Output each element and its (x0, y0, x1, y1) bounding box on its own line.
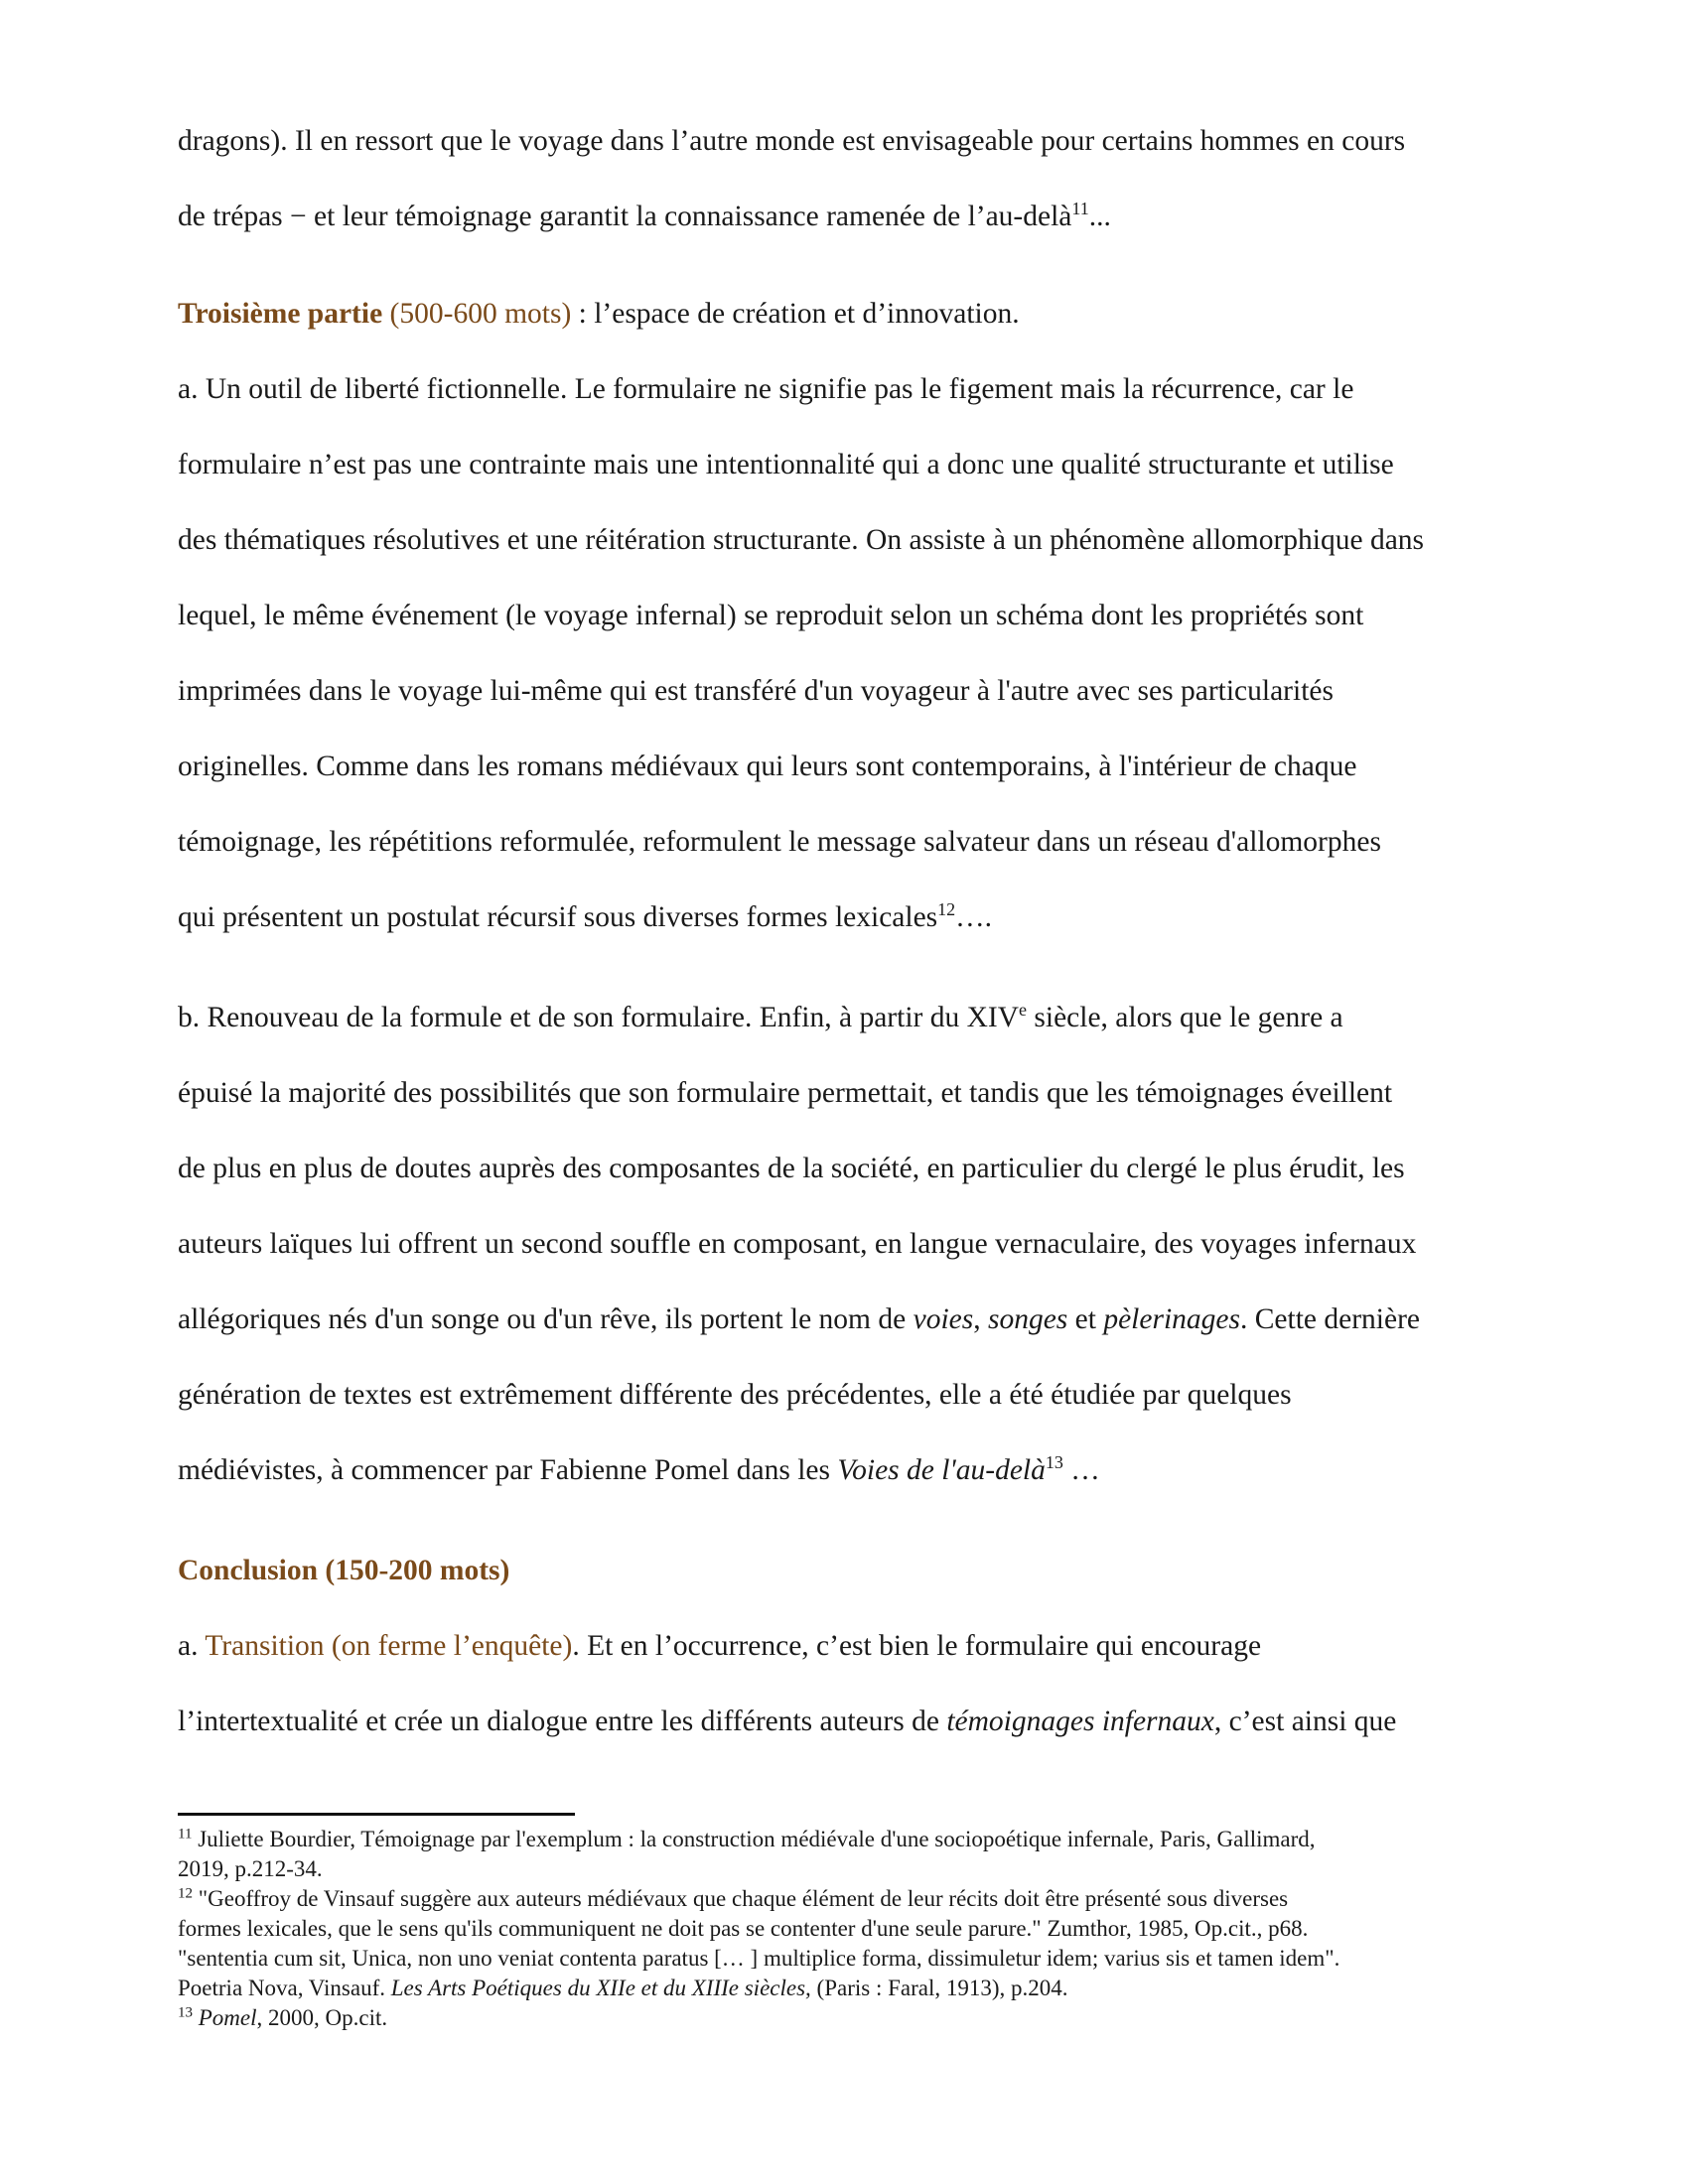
italic-term: voies (913, 1303, 974, 1335)
footnote-line (178, 1974, 1588, 2003)
text-line: lequel, le même événement (le voyage infernal) se reproduit selon un schéma dont les propriétés sont (178, 600, 1364, 631)
paragraph-b-part3 (178, 980, 1588, 1508)
footnote-13 (178, 2003, 1588, 2033)
heading-title: Conclusion (150-200 mots) (178, 1555, 510, 1586)
text-span: l’intertextualité et crée un dialogue entre les différents auteurs de (178, 1706, 947, 1737)
text-line: témoignage, les répétitions reformulée, reformulent le message salvateur dans un réseau d'allomorphes (178, 826, 1381, 858)
accent-span: Transition (on ferme l’enquête) (205, 1630, 573, 1662)
text-span: "Geoffroy de Vinsauf suggère aux auteurs médiévaux que chaque élément de leur récits doit être présenté sous diverses (193, 1886, 1289, 1911)
text-line: épuisé la majorité des possibilités que son formulaire permettait, et tandis que les témoignages éveillent (178, 1077, 1393, 1109)
text-line: a. Un outil de liberté fictionnelle. Le formulaire ne signifie pas le figement mais la récurrence, car le (178, 373, 1354, 405)
text-line: imprimées dans le voyage lui-même qui est transféré d'un voyageur à l'autre avec ses particularités (178, 675, 1334, 707)
text-span: et (1067, 1303, 1104, 1335)
footnote-line: formes lexicales, que le sens qu'ils communiquent ne doit pas se contenter d'une seule parure." Zumthor, 1985, Op.cit., p68. (178, 1916, 1309, 1941)
footnote-number: 11 (178, 1826, 193, 1843)
text-span: … (1062, 1454, 1100, 1486)
italic-term: songes (987, 1303, 1068, 1335)
paragraph-a-part3 (178, 351, 1588, 955)
text-span: médiévistes, à commencer par Fabienne Pomel dans les (178, 1454, 838, 1486)
text-line: génération de textes est extrêmement différente des précédentes, elle a été étudiée par quelques (178, 1379, 1292, 1411)
text-span: Poetria Nova, Vinsauf. (178, 1976, 391, 2000)
text-span: (Paris : Faral, 1913), p.204. (810, 1976, 1068, 2000)
section-heading-conclusion (178, 1533, 1588, 1608)
text-span: Juliette Bourdier, Témoignage par l'exemplum : la construction médiévale d'une sociopoétique infernale, Paris, Gallimard, (192, 1827, 1316, 1851)
italic-term: pèlerinages (1103, 1303, 1240, 1335)
text-line: originelles. Comme dans les romans médiévaux qui leurs sont contemporains, à l'intérieur de chaque (178, 751, 1357, 782)
footnote-ref[interactable]: 13 (1045, 1452, 1063, 1473)
footnote-ref[interactable]: 12 (937, 899, 956, 920)
text-line: formulaire n’est pas une contrainte mais une intentionnalité qui a donc une qualité structurante et utilise (178, 449, 1394, 480)
text-span: a. (178, 1630, 206, 1662)
italic-term: témoignages infernaux (946, 1706, 1214, 1737)
footnote-line: "sententia cum sit, Unica, non uno veniat contenta paratus [… ] multiplice forma, dissimuletur idem; varius sis et tamen idem". (178, 1946, 1340, 1971)
text-line: dragons). Il en ressort que le voyage dans l’autre monde est envisageable pour certains hommes en cours (178, 125, 1406, 157)
text-span: …. (955, 901, 993, 933)
footnote-line (178, 2003, 1588, 2033)
text-span: ... (1088, 201, 1111, 232)
heading-word-count: (500-600 mots) (382, 298, 572, 330)
text-line (178, 1684, 1588, 1759)
text-span: . Cette dernière (1239, 1303, 1420, 1335)
intro-paragraph (178, 103, 1588, 254)
footnote-line (178, 1884, 1588, 1914)
text-line (178, 179, 1588, 254)
text-span: . Et en l’occurrence, c’est bien le formulaire qui encourage (572, 1630, 1262, 1662)
text-span: de trépas − et leur témoignage garantit la connaissance ramenée de l’au-delà (178, 201, 1072, 232)
text-line (178, 1282, 1588, 1357)
heading-line (178, 276, 1588, 351)
italic-title: Les Arts Poétiques du XIIe et du XIIIe siècles, (390, 1976, 811, 2000)
footnote-line: 2019, p.212-34. (178, 1856, 323, 1881)
footnote-12 (178, 1884, 1588, 2003)
text-span: siècle, alors que le genre a (1027, 1002, 1343, 1033)
footnote-ref[interactable]: 11 (1071, 199, 1089, 219)
text-line: des thématiques résolutives et une réitération structurante. On assiste à un phénomène allomorphique dans (178, 524, 1425, 556)
heading-subtitle: : l’espace de création et d’innovation. (571, 298, 1020, 330)
paragraph-conclusion (178, 1608, 1588, 1759)
text-line (178, 980, 1588, 1055)
text-span: , 2000, Op.cit. (256, 2005, 388, 2030)
heading-title: Troisième partie (178, 298, 383, 330)
text-line: de plus en plus de doutes auprès des composantes de la société, en particulier du clergé le plus érudit, les (178, 1153, 1405, 1184)
text-line (178, 1608, 1588, 1684)
footnote-line (178, 1825, 1588, 1854)
text-line (178, 880, 1588, 955)
text-span: b. Renouveau de la formule et de son formulaire. Enfin, à partir du XIV (178, 1002, 1020, 1033)
footnote-11 (178, 1825, 1588, 1884)
footnotes (178, 1825, 1588, 2033)
italic-term: Pomel (193, 2005, 257, 2030)
footnote-number: 12 (178, 1885, 193, 1902)
section-heading-part3 (178, 276, 1588, 351)
text-line: auteurs laïques lui offrent un second souffle en composant, en langue vernaculaire, des voyages infernaux (178, 1228, 1417, 1260)
text-span: qui présentent un postulat récursif sous diverses formes lexicales (178, 901, 938, 933)
text-span: , (973, 1303, 988, 1335)
superscript: e (1019, 1000, 1028, 1021)
footnote-separator (178, 1813, 575, 1816)
text-span: , c’est ainsi que (1213, 1706, 1397, 1737)
text-span: allégoriques nés d'un songe ou d'un rêve, ils portent le nom de (178, 1303, 914, 1335)
text-line (178, 1433, 1588, 1508)
footnote-number: 13 (178, 2004, 193, 2021)
italic-title: Voies de l'au-delà (837, 1454, 1046, 1486)
